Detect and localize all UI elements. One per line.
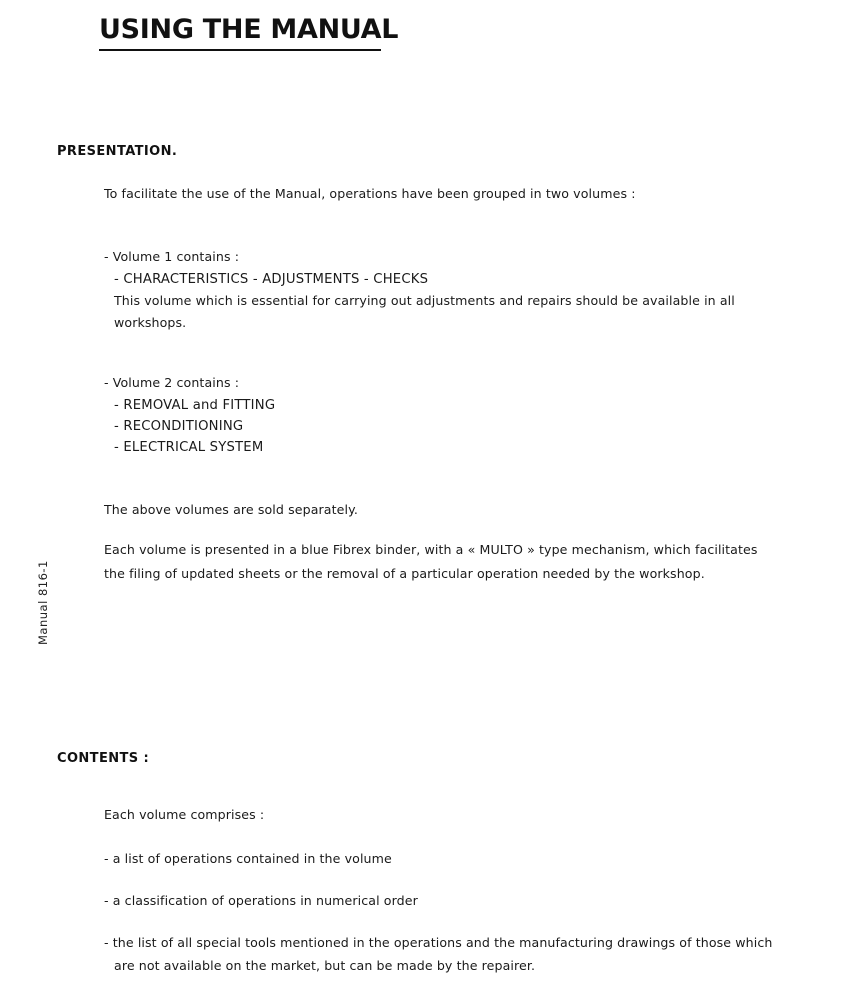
volume2-item: - ELECTRICAL SYSTEM [114, 440, 264, 455]
contents-intro: Each volume comprises : [104, 807, 265, 822]
contents-heading: CONTENTS : [57, 751, 150, 766]
volume1-note-line1: This volume which is essential for carrying out adjustments and repairs should be available in all [114, 293, 735, 308]
contents-list-item: - a classification of operations in numerical order [104, 893, 418, 908]
volume1-note-line2: workshops. [114, 315, 187, 330]
contents-list-item: - a list of operations contained in the volume [104, 851, 392, 866]
volume2-label: - Volume 2 contains : [104, 375, 240, 390]
binder-text-line1: Each volume is presented in a blue Fibrex binder, with a « MULTO » type mechanism, which facilitates [104, 542, 758, 557]
manual-number-label: Manual 816-1 [36, 560, 50, 645]
contents-list-item: - the list of all special tools mentioned in the operations and the manufacturing drawings of those which [104, 935, 773, 950]
presentation-intro: To facilitate the use of the Manual, operations have been grouped in two volumes : [104, 186, 636, 201]
volume2-item: - RECONDITIONING [114, 419, 244, 434]
binder-text-line2: the filing of updated sheets or the removal of a particular operation needed by the workshop. [104, 566, 705, 581]
presentation-heading: PRESENTATION. [57, 144, 178, 159]
title-underline [99, 49, 381, 51]
sold-separately-text: The above volumes are sold separately. [104, 502, 358, 517]
volume2-item: - REMOVAL and FITTING [114, 398, 276, 413]
volume1-label: - Volume 1 contains : [104, 249, 240, 264]
page-title: USING THE MANUAL [99, 14, 399, 45]
contents-list-item-continued: are not available on the market, but can be made by the repairer. [114, 958, 536, 973]
volume1-item: - CHARACTERISTICS - ADJUSTMENTS - CHECKS [114, 272, 429, 287]
